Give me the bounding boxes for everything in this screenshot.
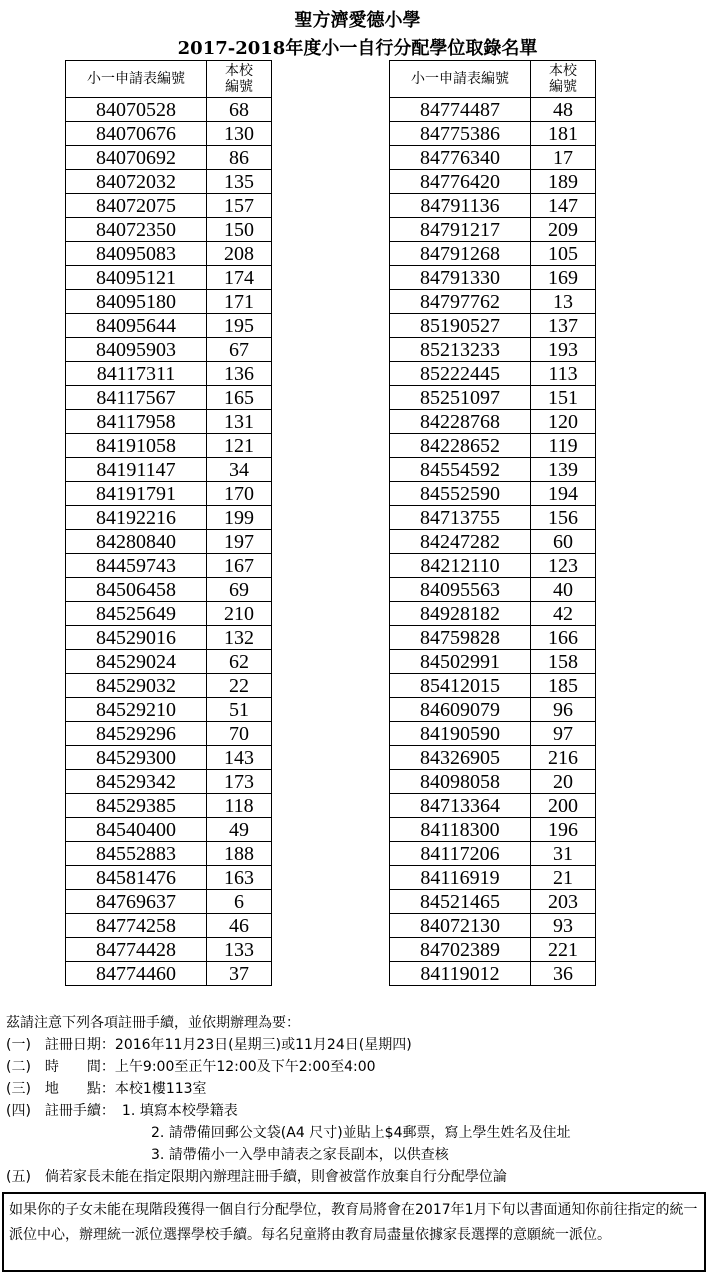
rows-right bbox=[390, 98, 596, 986]
notes-forfeit: (五) 倘若家長未能在指定限期內辦理註冊手續，則會被當作放棄自行分配學位論 bbox=[6, 1169, 507, 1185]
table-row bbox=[390, 434, 596, 458]
table-row bbox=[66, 338, 272, 362]
registration-notes bbox=[6, 1012, 711, 1188]
school-number: 69 bbox=[207, 578, 272, 602]
table-row bbox=[66, 530, 272, 554]
table-row bbox=[390, 458, 596, 482]
school-number: 157 bbox=[207, 194, 272, 218]
table-row bbox=[66, 290, 272, 314]
application-number: 84280840 bbox=[66, 530, 207, 554]
table-row bbox=[66, 362, 272, 386]
application-number: 84117206 bbox=[390, 842, 531, 866]
application-number: 84529032 bbox=[66, 674, 207, 698]
application-number: 84192216 bbox=[66, 506, 207, 530]
application-number: 84552590 bbox=[390, 482, 531, 506]
school-number: 195 bbox=[207, 314, 272, 338]
application-number: 84529300 bbox=[66, 746, 207, 770]
school-number: 139 bbox=[531, 458, 596, 482]
school-number: 136 bbox=[207, 362, 272, 386]
application-number: 84769637 bbox=[66, 890, 207, 914]
school-number: 200 bbox=[531, 794, 596, 818]
application-number: 84326905 bbox=[390, 746, 531, 770]
school-number: 96 bbox=[531, 698, 596, 722]
school-number: 42 bbox=[531, 602, 596, 626]
table-row bbox=[390, 722, 596, 746]
application-number: 84713364 bbox=[390, 794, 531, 818]
school-number: 166 bbox=[531, 626, 596, 650]
table-row bbox=[390, 674, 596, 698]
application-number: 84529016 bbox=[66, 626, 207, 650]
application-number: 84529342 bbox=[66, 770, 207, 794]
table-row bbox=[66, 122, 272, 146]
application-number: 84609079 bbox=[390, 698, 531, 722]
application-number: 84228768 bbox=[390, 410, 531, 434]
school-number: 20 bbox=[531, 770, 596, 794]
school-number: 6 bbox=[207, 890, 272, 914]
application-number: 84117311 bbox=[66, 362, 207, 386]
table-row bbox=[66, 722, 272, 746]
school-number: 151 bbox=[531, 386, 596, 410]
table-row bbox=[66, 98, 272, 122]
school-number: 60 bbox=[531, 530, 596, 554]
school-number: 132 bbox=[207, 626, 272, 650]
application-number: 84116919 bbox=[390, 866, 531, 890]
table-row bbox=[390, 290, 596, 314]
school-number: 21 bbox=[531, 866, 596, 890]
school-number: 123 bbox=[531, 554, 596, 578]
application-number: 84774460 bbox=[66, 962, 207, 986]
school-number: 185 bbox=[531, 674, 596, 698]
school-number: 17 bbox=[531, 146, 596, 170]
admission-table-left bbox=[65, 60, 272, 986]
application-number: 84095563 bbox=[390, 578, 531, 602]
application-number: 84554592 bbox=[390, 458, 531, 482]
table-row bbox=[66, 506, 272, 530]
table-row bbox=[66, 146, 272, 170]
table-row bbox=[66, 458, 272, 482]
admission-table-right bbox=[389, 60, 596, 986]
school-number: 131 bbox=[207, 410, 272, 434]
table-row bbox=[66, 266, 272, 290]
table-row bbox=[66, 218, 272, 242]
table-row bbox=[390, 626, 596, 650]
application-number: 85213233 bbox=[390, 338, 531, 362]
school-number: 210 bbox=[207, 602, 272, 626]
notes-place: (三) 地 點：本校1樓113室 bbox=[6, 1081, 207, 1097]
application-number: 85251097 bbox=[390, 386, 531, 410]
table-row bbox=[390, 554, 596, 578]
table-row bbox=[66, 242, 272, 266]
table-row bbox=[66, 626, 272, 650]
application-number: 84212110 bbox=[390, 554, 531, 578]
table-row bbox=[66, 962, 272, 986]
school-number: 194 bbox=[531, 482, 596, 506]
table-row bbox=[390, 482, 596, 506]
application-number: 84759828 bbox=[390, 626, 531, 650]
table-row bbox=[390, 386, 596, 410]
school-number: 170 bbox=[207, 482, 272, 506]
table-row bbox=[66, 482, 272, 506]
table-row bbox=[390, 842, 596, 866]
school-number: 169 bbox=[531, 266, 596, 290]
school-number: 150 bbox=[207, 218, 272, 242]
application-number: 84702389 bbox=[390, 938, 531, 962]
application-number: 84529385 bbox=[66, 794, 207, 818]
school-number: 147 bbox=[531, 194, 596, 218]
application-number: 84713755 bbox=[390, 506, 531, 530]
application-number: 84529024 bbox=[66, 650, 207, 674]
table-row bbox=[66, 938, 272, 962]
table-row bbox=[390, 146, 596, 170]
school-number: 34 bbox=[207, 458, 272, 482]
school-number: 37 bbox=[207, 962, 272, 986]
application-number: 84228652 bbox=[390, 434, 531, 458]
table-row bbox=[390, 410, 596, 434]
header-application-number: 小一申請表編號 bbox=[66, 61, 207, 98]
school-number: 167 bbox=[207, 554, 272, 578]
application-number: 84098058 bbox=[390, 770, 531, 794]
school-number: 197 bbox=[207, 530, 272, 554]
application-number: 84540400 bbox=[66, 818, 207, 842]
application-number: 84774487 bbox=[390, 98, 531, 122]
table-row bbox=[66, 410, 272, 434]
school-number: 209 bbox=[531, 218, 596, 242]
table-row bbox=[390, 506, 596, 530]
school-number: 137 bbox=[531, 314, 596, 338]
notes-intro: 茲請注意下列各項註冊手續，並依期辦理為要： bbox=[6, 1015, 300, 1031]
application-number: 84070528 bbox=[66, 98, 207, 122]
school-number: 105 bbox=[531, 242, 596, 266]
school-number: 120 bbox=[531, 410, 596, 434]
school-number: 156 bbox=[531, 506, 596, 530]
table-row bbox=[390, 218, 596, 242]
table-row bbox=[66, 170, 272, 194]
table-row bbox=[390, 266, 596, 290]
application-number: 84928182 bbox=[390, 602, 531, 626]
application-number: 84190590 bbox=[390, 722, 531, 746]
table-row bbox=[66, 746, 272, 770]
notes-procedure-1: (四) 註冊手續： 1. 填寫本校學籍表 bbox=[6, 1103, 238, 1119]
table-row bbox=[390, 338, 596, 362]
application-number: 84502991 bbox=[390, 650, 531, 674]
application-number: 84072032 bbox=[66, 170, 207, 194]
table-row bbox=[66, 650, 272, 674]
school-number: 36 bbox=[531, 962, 596, 986]
application-number: 84791268 bbox=[390, 242, 531, 266]
application-number: 84095083 bbox=[66, 242, 207, 266]
notes-time: (二) 時 間：上午9:00至正午12:00及下午2:00至4:00 bbox=[6, 1059, 376, 1075]
school-number: 70 bbox=[207, 722, 272, 746]
school-number: 93 bbox=[531, 914, 596, 938]
application-number: 84095121 bbox=[66, 266, 207, 290]
school-number: 48 bbox=[531, 98, 596, 122]
table-row bbox=[66, 602, 272, 626]
school-number: 133 bbox=[207, 938, 272, 962]
table-row bbox=[390, 794, 596, 818]
table-row bbox=[390, 650, 596, 674]
table-row bbox=[66, 890, 272, 914]
school-number: 196 bbox=[531, 818, 596, 842]
school-number: 49 bbox=[207, 818, 272, 842]
school-number: 181 bbox=[531, 122, 596, 146]
table-row bbox=[390, 866, 596, 890]
school-number: 118 bbox=[207, 794, 272, 818]
table-row bbox=[66, 194, 272, 218]
table-row bbox=[66, 314, 272, 338]
application-number: 84070692 bbox=[66, 146, 207, 170]
application-number: 84095644 bbox=[66, 314, 207, 338]
table-row bbox=[390, 242, 596, 266]
rows-left bbox=[66, 98, 272, 986]
allocation-notice-text: 如果你的子女未能在現階段獲得一個自行分配學位，教育局將會在2017年1月下旬以書面通知你前往指定的統一派位中心，辦理統一派位選擇學校手續。每名兒童將由教育局盡量依據家長選擇的意願統一派位。 bbox=[9, 1202, 698, 1243]
table-row bbox=[390, 530, 596, 554]
school-number: 97 bbox=[531, 722, 596, 746]
table-row bbox=[390, 890, 596, 914]
school-number: 135 bbox=[207, 170, 272, 194]
school-number: 67 bbox=[207, 338, 272, 362]
school-number: 165 bbox=[207, 386, 272, 410]
application-number: 84521465 bbox=[390, 890, 531, 914]
school-number: 22 bbox=[207, 674, 272, 698]
school-number: 40 bbox=[531, 578, 596, 602]
application-number: 84191791 bbox=[66, 482, 207, 506]
application-number: 84791217 bbox=[390, 218, 531, 242]
table-row bbox=[66, 674, 272, 698]
table-row bbox=[390, 122, 596, 146]
table-row bbox=[390, 362, 596, 386]
application-number: 84775386 bbox=[390, 122, 531, 146]
application-number: 84525649 bbox=[66, 602, 207, 626]
table-row bbox=[66, 554, 272, 578]
application-number: 84529296 bbox=[66, 722, 207, 746]
table-row bbox=[66, 794, 272, 818]
school-number: 121 bbox=[207, 434, 272, 458]
table-row bbox=[66, 842, 272, 866]
application-number: 85412015 bbox=[390, 674, 531, 698]
application-number: 84791330 bbox=[390, 266, 531, 290]
school-number: 62 bbox=[207, 650, 272, 674]
table-row bbox=[390, 578, 596, 602]
school-number: 113 bbox=[531, 362, 596, 386]
table-row bbox=[66, 818, 272, 842]
application-number: 84072350 bbox=[66, 218, 207, 242]
application-number: 84117567 bbox=[66, 386, 207, 410]
application-number: 84095903 bbox=[66, 338, 207, 362]
application-number: 84117958 bbox=[66, 410, 207, 434]
school-number: 208 bbox=[207, 242, 272, 266]
application-number: 84119012 bbox=[390, 962, 531, 986]
application-number: 84095180 bbox=[66, 290, 207, 314]
table-row bbox=[390, 602, 596, 626]
table-row bbox=[66, 698, 272, 722]
school-number: 174 bbox=[207, 266, 272, 290]
application-number: 84552883 bbox=[66, 842, 207, 866]
application-number: 84072075 bbox=[66, 194, 207, 218]
application-number: 84506458 bbox=[66, 578, 207, 602]
table-row bbox=[390, 194, 596, 218]
school-number: 46 bbox=[207, 914, 272, 938]
application-number: 84797762 bbox=[390, 290, 531, 314]
school-number: 189 bbox=[531, 170, 596, 194]
school-number: 31 bbox=[531, 842, 596, 866]
header-school-number: 本校編號 bbox=[531, 61, 596, 98]
school-number: 188 bbox=[207, 842, 272, 866]
application-number: 84191147 bbox=[66, 458, 207, 482]
application-number: 84191058 bbox=[66, 434, 207, 458]
table-row bbox=[66, 770, 272, 794]
header-application-number: 小一申請表編號 bbox=[390, 61, 531, 98]
table-row bbox=[390, 314, 596, 338]
header-school-number: 本校編號 bbox=[207, 61, 272, 98]
list-title: 2017-2018年度小一自行分配學位取錄名單 bbox=[177, 38, 538, 59]
table-row bbox=[66, 914, 272, 938]
application-number: 85190527 bbox=[390, 314, 531, 338]
application-number: 84776420 bbox=[390, 170, 531, 194]
application-number: 84459743 bbox=[66, 554, 207, 578]
application-number: 84776340 bbox=[390, 146, 531, 170]
table-row bbox=[390, 914, 596, 938]
table-row bbox=[390, 818, 596, 842]
application-number: 84529210 bbox=[66, 698, 207, 722]
table-row bbox=[390, 746, 596, 770]
notes-date: (一) 註冊日期：2016年11月23日(星期三)或11月24日(星期四) bbox=[6, 1037, 412, 1053]
table-row bbox=[390, 698, 596, 722]
school-number: 199 bbox=[207, 506, 272, 530]
school-number: 193 bbox=[531, 338, 596, 362]
application-number: 84774258 bbox=[66, 914, 207, 938]
table-row bbox=[390, 98, 596, 122]
school-number: 203 bbox=[531, 890, 596, 914]
school-number: 216 bbox=[531, 746, 596, 770]
school-number: 163 bbox=[207, 866, 272, 890]
application-number: 85222445 bbox=[390, 362, 531, 386]
school-number: 171 bbox=[207, 290, 272, 314]
school-number: 221 bbox=[531, 938, 596, 962]
school-number: 13 bbox=[531, 290, 596, 314]
table-row bbox=[66, 386, 272, 410]
table-row bbox=[390, 170, 596, 194]
school-number: 86 bbox=[207, 146, 272, 170]
school-name: 聖方濟愛德小學 bbox=[294, 10, 421, 31]
table-row bbox=[390, 770, 596, 794]
allocation-notice-box bbox=[2, 1192, 706, 1272]
school-number: 130 bbox=[207, 122, 272, 146]
table-row bbox=[66, 578, 272, 602]
school-number: 119 bbox=[531, 434, 596, 458]
school-number: 158 bbox=[531, 650, 596, 674]
application-number: 84791136 bbox=[390, 194, 531, 218]
table-row bbox=[66, 434, 272, 458]
school-number: 143 bbox=[207, 746, 272, 770]
table-row bbox=[66, 866, 272, 890]
application-number: 84070676 bbox=[66, 122, 207, 146]
school-number: 68 bbox=[207, 98, 272, 122]
application-number: 84247282 bbox=[390, 530, 531, 554]
application-number: 84581476 bbox=[66, 866, 207, 890]
table-row bbox=[390, 962, 596, 986]
application-number: 84072130 bbox=[390, 914, 531, 938]
application-number: 84118300 bbox=[390, 818, 531, 842]
application-number: 84774428 bbox=[66, 938, 207, 962]
school-number: 173 bbox=[207, 770, 272, 794]
notes-procedure-2: 2. 請帶備回郵公文袋(A4 尺寸)並貼上$4郵票，寫上學生姓名及住址 bbox=[151, 1125, 571, 1141]
school-number: 51 bbox=[207, 698, 272, 722]
table-row bbox=[390, 938, 596, 962]
notes-procedure-3: 3. 請帶備小一入學申請表之家長副本，以供查核 bbox=[151, 1147, 449, 1163]
